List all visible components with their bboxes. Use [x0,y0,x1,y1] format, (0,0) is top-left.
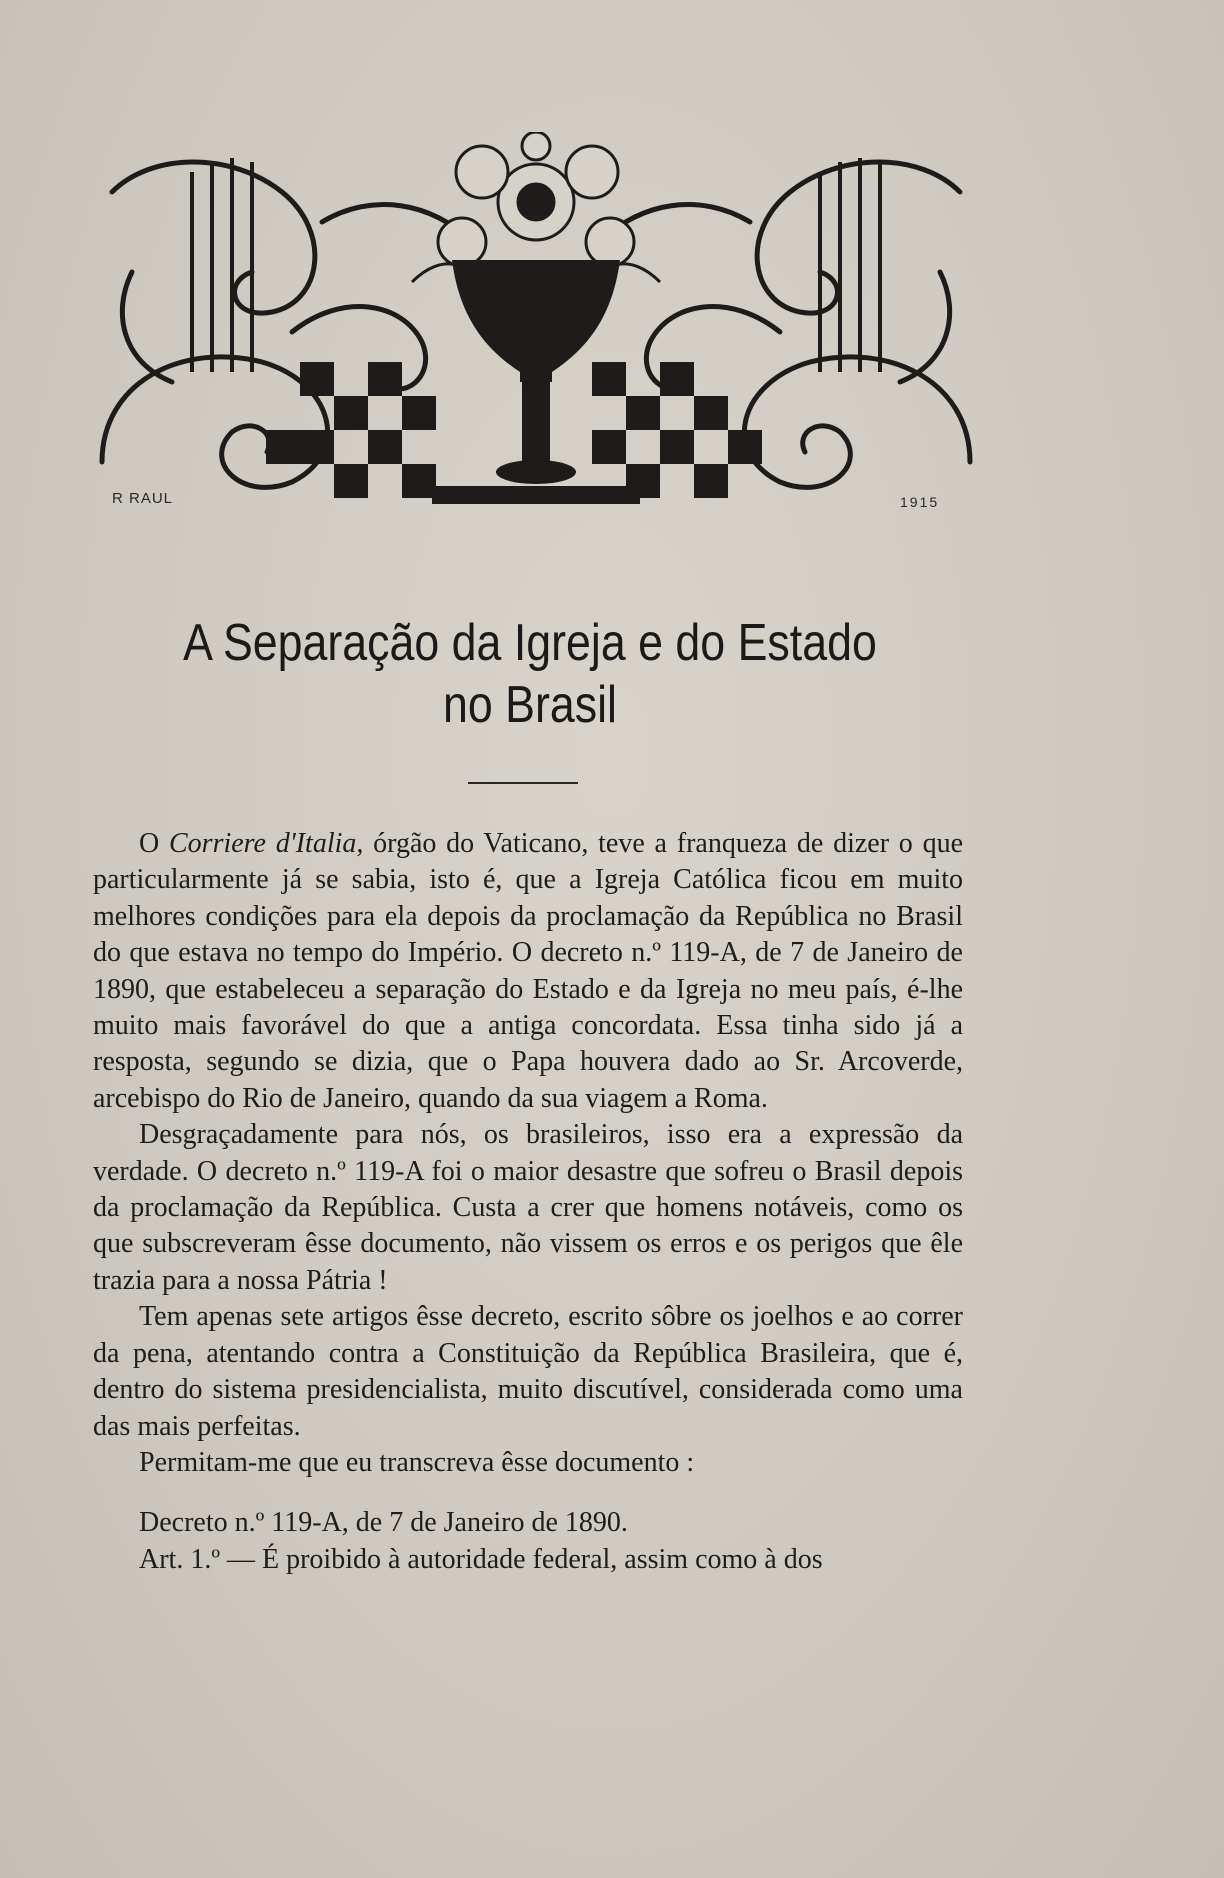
chapter-title [160,612,900,736]
ornamental-header-illustration [92,132,980,504]
paragraph-1-rest: órgão do Vaticano, teve a franqueza de dizer o que particularmente já se sabia, isto é, que a Igreja Católica ficou em muito melhores condições para ela depois da proclamação da República no Brasil do que estava no tempo do Império. O decreto n.º 119-A, de 7 de Janeiro de 1890, que estabeleceu a separação do Estado e da Igreja no meu país, é-lhe muito mais favorável do que a antiga concordata. Essa tinha sido já a resposta, segundo se dizia, que o Papa houvera dado ao Sr. Arcoverde, arcebispo do Rio de Janeiro, quando da sua viagem a Roma. [93,828,963,1114]
paragraph-1 [93,826,963,1117]
title-line-2: no Brasil [443,676,617,734]
paragraph-3: Tem apenas sete artigos êsse decreto, escrito sôbre os joelhos e ao correr da pena, atentando contra a Constituição da República Brasileira, que é, dentro do sistema presidencialista, muito discutível, considerada como uma das mais perfeitas. [93,1301,963,1442]
newspaper-name: Corriere d'Italia, [169,828,364,859]
title-divider [468,782,578,784]
illustrator-signature: R RAUL [112,490,174,507]
paragraph-4: Permitam-me que eu transcreva êsse documento : [139,1446,695,1478]
decree-title: Decreto n.º 119-A, de 7 de Janeiro de 1890. [139,1507,628,1539]
title-line-1: A Separação da Igreja e do Estado [183,614,877,672]
article-1: Art. 1.º — É proibido à autoridade federal, assim como à dos [139,1543,823,1575]
illustration-year: 1915 [900,494,940,510]
paragraph-2: Desgraçadamente para nós, os brasileiros, isso era a expressão da verdade. O decreto n.º 119-A foi o maior desastre que sofreu o Brasil depois da proclamação da República. Custa a crer que homens notáveis, como os que subscreveram êsse documento, não vissem os erros e os perigos que êle trazia para a nossa Pátria ! [93,1119,963,1296]
article-body [93,826,963,1578]
paragraph-1-start: O [139,828,169,859]
